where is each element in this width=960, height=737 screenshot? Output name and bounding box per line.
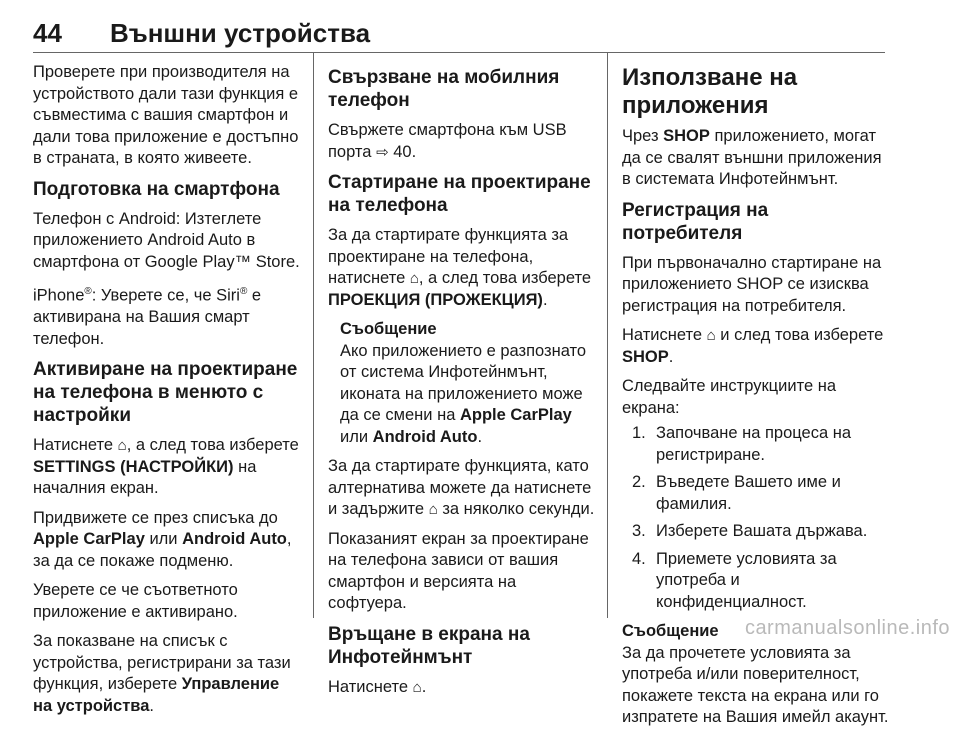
scroll-list-paragraph: Придвижете се през списъка до Apple CarPlay или Android Auto, за да се покаже подменю. — [33, 508, 292, 570]
column-divider-2 — [607, 52, 608, 618]
note-box: Съобщение За да прочетете условията за употреба и/или поверителност, покажете текста на екрана или го изпратете на Вашия имейл акаунт. — [622, 622, 889, 726]
watermark: carmanualsonline.info — [744, 617, 950, 639]
connect-usb-paragraph: Свържете смартфона към USB порта ⇨ 40. — [328, 121, 567, 161]
page-title: Външни устройства — [110, 18, 371, 48]
iphone-paragraph: iPhone®: Уверете се, че Siri® е активирана на Вашия смарт телефон. — [33, 286, 262, 348]
registration-steps-list — [622, 423, 890, 613]
arrow-icon: ⇨ — [376, 143, 389, 161]
device-list-paragraph: За показване на списък с устройства, регистрирани за тази функция, изберете Управление на устройства. — [33, 632, 291, 715]
heading-prepare-phone: Подготовка на смартфона — [33, 178, 280, 200]
column-left — [33, 62, 301, 725]
heading-connect-phone: Свързване на мобилния телефон — [328, 67, 560, 111]
display-depends-paragraph: Показаният екран за проектиране на телефона зависи от вашия смартфон и версията на софтуера. — [328, 529, 589, 612]
header-divider — [33, 52, 885, 53]
follow-instructions-paragraph: Следвайте инструкциите на екрана: — [622, 377, 836, 417]
note-box: Съобщение Ако приложението е разпознато от система Инфотейнмънт, иконата на приложението може да се смени на Apple CarPlay или Android Auto. — [328, 319, 596, 448]
press-home-settings-paragraph: Натиснете ⌂, а след това изберете SETTINGS (НАСТРОЙКИ) на началния екран. — [33, 436, 299, 497]
intro-paragraph: Проверете при производителя на устройството дали тази функция е съвместима с вашия смартфон и дали това приложение е достъпно в страната, в която живеете. — [33, 63, 299, 167]
android-paragraph: Телефон с Android: Изтеглете приложението Android Auto в смартфона от Google Play™ Store. — [33, 209, 300, 271]
column-divider-1 — [313, 52, 314, 618]
heading-using-apps: Използване на приложения — [622, 64, 798, 119]
page-number: 44 — [33, 18, 62, 48]
registration-paragraph: При първоначално стартиране на приложението SHOP се изисква регистрация на потребителя. — [622, 253, 882, 315]
list-item: 2. Въведете Вашето име и фамилия. — [632, 473, 841, 513]
note-title: Съобщение — [622, 622, 719, 640]
list-item: 1. Започване на процеса на регистриране. — [632, 424, 852, 464]
start-projection-paragraph: За да стартирате функцията за проектиране на телефона, натиснете ⌂, а след това изберете ПРОЕКЦИЯ (ПРОЖЕКЦИЯ). — [328, 226, 592, 309]
shop-intro-paragraph: Чрез SHOP приложението, могат да се свалят външни приложения в системата Инфотейнмънт. — [622, 127, 882, 188]
page-header — [33, 18, 885, 52]
ensure-enabled-paragraph: Уверете се че съответното приложение е активирано. — [33, 581, 238, 621]
home-icon: ⌂ — [117, 437, 127, 454]
home-icon: ⌂ — [428, 501, 438, 518]
alternative-start-paragraph: За да стартирате функцията, като алтернатива можете да натиснете и задържите ⌂ за няколко секунди. — [328, 457, 595, 518]
home-icon: ⌂ — [412, 678, 422, 696]
list-item: 4. Приемете условията за употреба и конфиденциалност. — [632, 549, 837, 611]
heading-activate-projection: Активиране на проектиране на телефона в менюто с настройки — [33, 359, 298, 426]
heading-return-infotainment: Връщане в екрана на Инфотейнмънт — [328, 623, 530, 668]
note-title: Съобщение — [340, 320, 437, 338]
return-press-paragraph: Натиснете ⌂. — [328, 677, 427, 696]
press-shop-paragraph: Натиснете ⌂ и след това изберете SHOP. — [622, 326, 884, 366]
home-icon: ⌂ — [409, 270, 419, 287]
home-icon: ⌂ — [706, 327, 716, 344]
list-item: 3. Изберете Вашата държава. — [632, 522, 868, 540]
heading-start-projection: Стартиране на проектиране на телефона — [328, 172, 591, 216]
column-middle — [328, 62, 596, 706]
heading-user-registration: Регистрация на потребителя — [622, 199, 769, 244]
